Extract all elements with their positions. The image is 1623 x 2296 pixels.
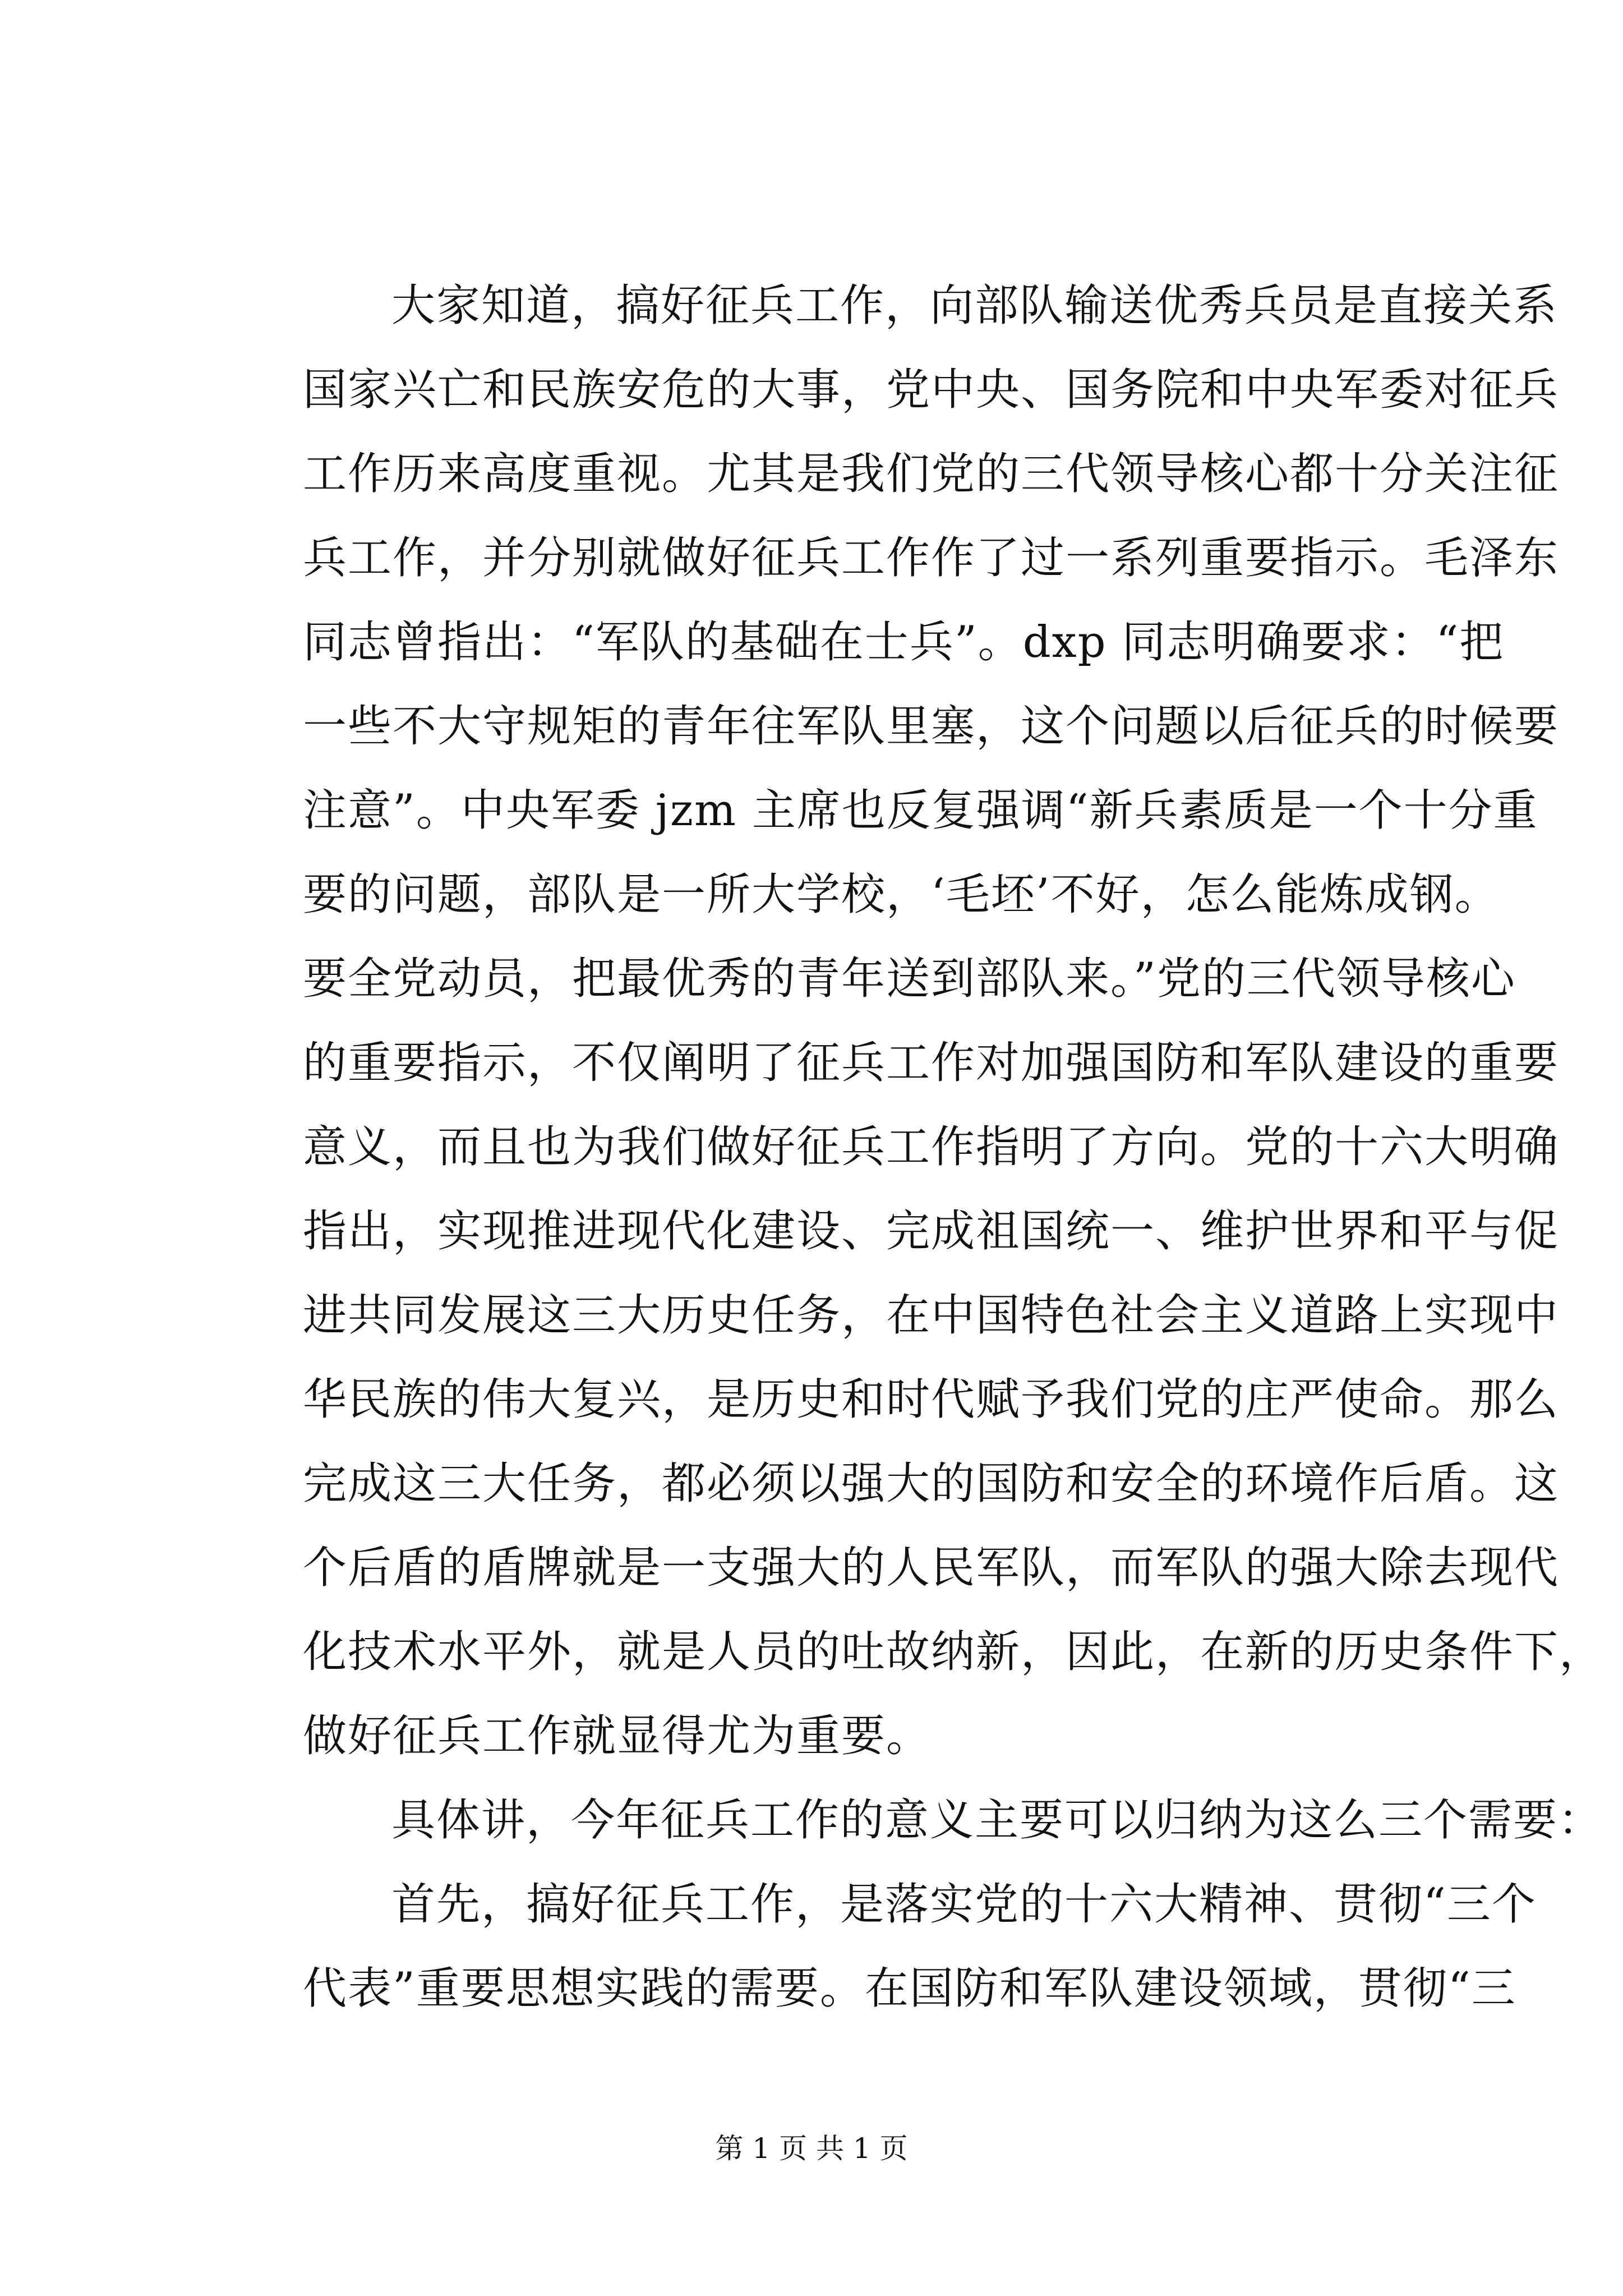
paragraph-line: 一些不大守规矩的青年往军队里塞，这个问题以后征兵的时候要 (303, 701, 1560, 752)
paragraph-line: 华民族的伟大复兴，是历史和时代赋予我们党的庄严使命。那么 (303, 1374, 1560, 1425)
paragraph-line: 同志曾指出：“军队的基础在士兵”。dxp 同志明确要求：“把 (303, 617, 1505, 668)
paragraph-line: 意义，而且也为我们做好征兵工作指明了方向。党的十六大明确 (303, 1122, 1560, 1172)
paragraph-line: 首先，搞好征兵工作，是落实党的十六大精神、贯彻“三个 (391, 1879, 1537, 1930)
paragraph-line: 国家兴亡和民族安危的大事，党中央、国务院和中央军委对征兵 (303, 365, 1560, 415)
paragraph-line: 做好征兵工作就显得尤为重要。 (303, 1711, 932, 1761)
document-body (303, 264, 1604, 2031)
paragraph-line: 个后盾的盾牌就是一支强大的人民军队，而军队的强大除去现代 (303, 1543, 1560, 1593)
paragraph-line: 兵工作，并分别就做好征兵工作作了过一系列重要指示。毛泽东 (303, 533, 1560, 583)
paragraph-line: 指出，实现推进现代化建设、完成祖国统一、维护世界和平与促 (303, 1206, 1560, 1257)
paragraph-line: 完成这三大任务，都必须以强大的国防和安全的环境作后盾。这 (303, 1458, 1560, 1509)
paragraph-line: 代表”重要思想实践的需要。在国防和军队建设领域，贯彻“三 (303, 1963, 1516, 2014)
page-number-footer: 第 1 页 共 1 页 (715, 2132, 908, 2165)
paragraph-line: 的重要指示，不仅阐明了征兵工作对加强国防和军队建设的重要 (303, 1038, 1560, 1088)
paragraph-line: 大家知道，搞好征兵工作，向部队输送优秀兵员是直接关系 (391, 280, 1559, 331)
paragraph-line: 要的问题，部队是一所大学校，‘毛坯’不好，怎么能炼成钢。 (303, 869, 1500, 920)
paragraph-line: 化技术水平外，就是人员的吐故纳新，因此，在新的历史条件下， (303, 1627, 1604, 1677)
paragraph-line: 要全党动员，把最优秀的青年送到部队来。”党的三代领导核心 (303, 954, 1516, 1004)
paragraph-line: 工作历来高度重视。尤其是我们党的三代领导核心都十分关注征 (303, 449, 1560, 499)
paragraph-line: 具体讲，今年征兵工作的意义主要可以归纳为这么三个需要： (391, 1795, 1603, 1846)
paragraph-line: 进共同发展这三大历史任务，在中国特色社会主义道路上实现中 (303, 1290, 1560, 1341)
paragraph-line: 注意”。中央军委 jzm 主席也反复强调“新兵素质是一个十分重 (303, 785, 1538, 836)
